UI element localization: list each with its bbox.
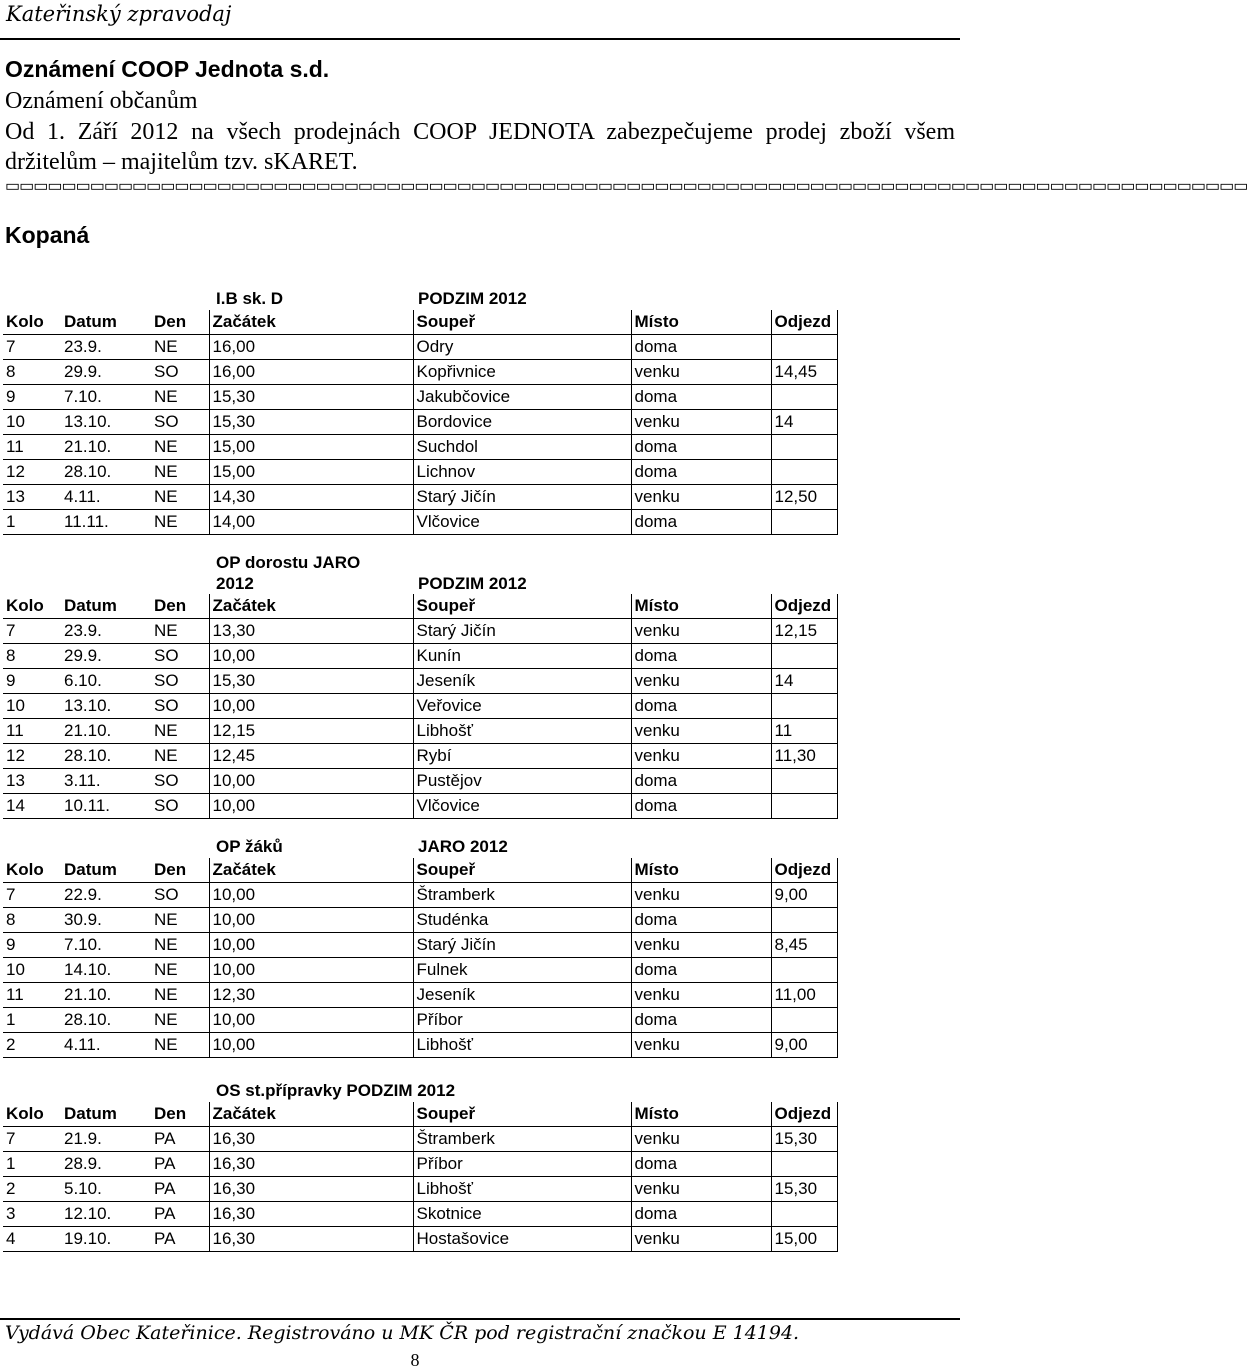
cell-misto: venku	[631, 410, 771, 435]
cell-datum: 7.10.	[61, 385, 151, 410]
table-row	[3, 669, 837, 694]
table-row	[3, 933, 837, 958]
table-row	[3, 385, 837, 410]
cell-misto: doma	[631, 1202, 771, 1227]
cell-odjezd	[771, 1152, 837, 1177]
cell-zacatek: 12,45	[209, 744, 413, 769]
cell-datum: 4.11.	[61, 485, 151, 510]
cell-zacatek: 13,30	[209, 619, 413, 644]
cell-zacatek: 10,00	[209, 694, 413, 719]
cell-souper: Libhošť	[413, 719, 631, 744]
table-row	[3, 335, 837, 360]
cell-zacatek: 10,00	[209, 794, 413, 819]
cell-kolo: 9	[3, 669, 61, 694]
cell-den: NE	[151, 744, 209, 769]
cell-misto: venku	[631, 983, 771, 1008]
cell-odjezd	[771, 769, 837, 794]
cell-odjezd: 14,45	[771, 360, 837, 385]
cell-souper: Jakubčovice	[413, 385, 631, 410]
cell-den: PA	[151, 1227, 209, 1252]
cell-odjezd: 15,00	[771, 1227, 837, 1252]
cell-odjezd: 11,30	[771, 744, 837, 769]
cell-den: NE	[151, 619, 209, 644]
cell-zacatek: 10,00	[209, 958, 413, 983]
cell-misto: venku	[631, 1227, 771, 1252]
cell-kolo: 13	[3, 769, 61, 794]
table-row	[3, 460, 837, 485]
cell-odjezd: 8,45	[771, 933, 837, 958]
table-header-row	[3, 594, 837, 619]
cell-den: SO	[151, 360, 209, 385]
column-header-souper: Soupeř	[413, 858, 631, 883]
cell-odjezd	[771, 435, 837, 460]
cell-zacatek: 16,30	[209, 1177, 413, 1202]
cell-zacatek: 15,30	[209, 669, 413, 694]
cell-den: NE	[151, 719, 209, 744]
cell-datum: 29.9.	[61, 644, 151, 669]
cell-odjezd: 15,30	[771, 1177, 837, 1202]
cell-zacatek: 16,30	[209, 1202, 413, 1227]
cell-kolo: 7	[3, 619, 61, 644]
cell-misto: venku	[631, 619, 771, 644]
page-number: 8	[410, 1350, 420, 1370]
table-row	[3, 510, 837, 535]
cell-kolo: 3	[3, 1202, 61, 1227]
cell-zacatek: 10,00	[209, 908, 413, 933]
table-row	[3, 485, 837, 510]
column-header-souper: Soupeř	[413, 594, 631, 619]
cell-zacatek: 16,00	[209, 335, 413, 360]
cell-den: SO	[151, 669, 209, 694]
cell-misto: venku	[631, 485, 771, 510]
cell-den: PA	[151, 1202, 209, 1227]
cell-kolo: 8	[3, 360, 61, 385]
column-header-datum: Datum	[61, 858, 151, 883]
table-row	[3, 435, 837, 460]
cell-kolo: 13	[3, 485, 61, 510]
cell-kolo: 11	[3, 435, 61, 460]
cell-den: NE	[151, 1008, 209, 1033]
cell-kolo: 1	[3, 1152, 61, 1177]
cell-datum: 7.10.	[61, 933, 151, 958]
column-header-misto: Místo	[631, 594, 771, 619]
table-row	[3, 883, 837, 908]
cell-datum: 19.10.	[61, 1227, 151, 1252]
cell-souper: Příbor	[413, 1152, 631, 1177]
cell-souper: Kopřivnice	[413, 360, 631, 385]
cell-kolo: 11	[3, 719, 61, 744]
table-row	[3, 1202, 837, 1227]
cell-den: NE	[151, 958, 209, 983]
cell-misto: doma	[631, 1152, 771, 1177]
cell-odjezd	[771, 460, 837, 485]
cell-datum: 21.10.	[61, 435, 151, 460]
cell-den: PA	[151, 1152, 209, 1177]
cell-den: NE	[151, 1033, 209, 1058]
cell-souper: Lichnov	[413, 460, 631, 485]
column-header-kolo: Kolo	[3, 594, 61, 619]
cell-misto: venku	[631, 1033, 771, 1058]
cell-datum: 4.11.	[61, 1033, 151, 1058]
cell-souper: Jeseník	[413, 669, 631, 694]
column-header-den: Den	[151, 1102, 209, 1127]
cell-den: PA	[151, 1127, 209, 1152]
cell-datum: 30.9.	[61, 908, 151, 933]
cell-datum: 3.11.	[61, 769, 151, 794]
column-header-zacatek: Začátek	[209, 858, 413, 883]
newsletter-title: Kateřinský zpravodaj	[6, 2, 232, 26]
header-divider	[0, 38, 960, 40]
cell-odjezd: 12,15	[771, 619, 837, 644]
cell-zacatek: 12,15	[209, 719, 413, 744]
cell-kolo: 10	[3, 694, 61, 719]
table-row	[3, 694, 837, 719]
cell-misto: doma	[631, 1008, 771, 1033]
cell-zacatek: 10,00	[209, 769, 413, 794]
cell-zacatek: 16,30	[209, 1127, 413, 1152]
cell-datum: 6.10.	[61, 669, 151, 694]
cell-souper: Starý Jičín	[413, 485, 631, 510]
cell-kolo: 10	[3, 410, 61, 435]
cell-misto: venku	[631, 1177, 771, 1202]
cell-kolo: 2	[3, 1033, 61, 1058]
cell-den: SO	[151, 694, 209, 719]
cell-odjezd: 11	[771, 719, 837, 744]
cell-misto: doma	[631, 794, 771, 819]
cell-den: NE	[151, 485, 209, 510]
cell-souper: Fulnek	[413, 958, 631, 983]
cell-den: NE	[151, 460, 209, 485]
column-header-kolo: Kolo	[3, 310, 61, 335]
cell-souper: Studénka	[413, 908, 631, 933]
table-row	[3, 410, 837, 435]
cell-odjezd	[771, 1008, 837, 1033]
cell-datum: 12.10.	[61, 1202, 151, 1227]
column-header-datum: Datum	[61, 1102, 151, 1127]
table-row	[3, 1008, 837, 1033]
table-row	[3, 360, 837, 385]
cell-den: PA	[151, 1177, 209, 1202]
cell-zacatek: 14,00	[209, 510, 413, 535]
table-3-caption-right: JARO 2012	[418, 837, 508, 856]
cell-kolo: 10	[3, 958, 61, 983]
cell-kolo: 7	[3, 1127, 61, 1152]
cell-datum: 14.10.	[61, 958, 151, 983]
table-row	[3, 983, 837, 1008]
cell-kolo: 11	[3, 983, 61, 1008]
cell-misto: venku	[631, 883, 771, 908]
cell-souper: Štramberk	[413, 883, 631, 908]
column-header-kolo: Kolo	[3, 1102, 61, 1127]
table-row	[3, 1127, 837, 1152]
cell-zacatek: 16,30	[209, 1152, 413, 1177]
cell-datum: 21.10.	[61, 983, 151, 1008]
cell-datum: 28.10.	[61, 1008, 151, 1033]
cell-zacatek: 15,30	[209, 385, 413, 410]
cell-souper: Skotnice	[413, 1202, 631, 1227]
cell-zacatek: 10,00	[209, 1033, 413, 1058]
column-header-souper: Soupeř	[413, 1102, 631, 1127]
cell-odjezd	[771, 794, 837, 819]
table-4-caption-left: OS st.přípravky PODZIM 2012	[216, 1081, 456, 1100]
column-header-datum: Datum	[61, 310, 151, 335]
cell-zacatek: 10,00	[209, 644, 413, 669]
table-row	[3, 1227, 837, 1252]
schedule-table-1	[3, 310, 838, 535]
cell-souper: Bordovice	[413, 410, 631, 435]
section-title: Kopaná	[5, 222, 90, 248]
cell-misto: venku	[631, 719, 771, 744]
cell-kolo: 7	[3, 335, 61, 360]
table-1-caption-left: I.B sk. D	[216, 289, 284, 308]
column-header-zacatek: Začátek	[209, 310, 413, 335]
cell-datum: 29.9.	[61, 360, 151, 385]
column-header-kolo: Kolo	[3, 858, 61, 883]
cell-datum: 11.11.	[61, 510, 151, 535]
cell-misto: doma	[631, 335, 771, 360]
table-row	[3, 1177, 837, 1202]
cell-souper: Odry	[413, 335, 631, 360]
cell-misto: doma	[631, 460, 771, 485]
cell-datum: 22.9.	[61, 883, 151, 908]
cell-den: NE	[151, 510, 209, 535]
cell-odjezd	[771, 644, 837, 669]
cell-datum: 5.10.	[61, 1177, 151, 1202]
cell-datum: 21.9.	[61, 1127, 151, 1152]
cell-misto: doma	[631, 510, 771, 535]
cell-misto: doma	[631, 769, 771, 794]
cell-odjezd	[771, 510, 837, 535]
cell-souper: Libhošť	[413, 1033, 631, 1058]
cell-zacatek: 16,00	[209, 360, 413, 385]
cell-den: SO	[151, 410, 209, 435]
cell-souper: Hostašovice	[413, 1227, 631, 1252]
cell-kolo: 14	[3, 794, 61, 819]
cell-souper: Starý Jičín	[413, 619, 631, 644]
column-header-den: Den	[151, 858, 209, 883]
table-row	[3, 794, 837, 819]
cell-kolo: 12	[3, 744, 61, 769]
cell-zacatek: 12,30	[209, 983, 413, 1008]
cell-zacatek: 14,30	[209, 485, 413, 510]
cell-odjezd	[771, 958, 837, 983]
schedule-table-3	[3, 858, 838, 1058]
cell-datum: 28.10.	[61, 744, 151, 769]
cell-odjezd	[771, 385, 837, 410]
cell-den: NE	[151, 385, 209, 410]
table-2-caption-right: PODZIM 2012	[418, 574, 527, 593]
cell-kolo: 1	[3, 510, 61, 535]
column-header-den: Den	[151, 310, 209, 335]
notice-heading: Oznámení COOP Jednota s.d.	[5, 56, 330, 82]
table-row	[3, 908, 837, 933]
cell-datum: 23.9.	[61, 619, 151, 644]
cell-den: SO	[151, 794, 209, 819]
column-header-zacatek: Začátek	[209, 1102, 413, 1127]
cell-zacatek: 10,00	[209, 1008, 413, 1033]
column-header-den: Den	[151, 594, 209, 619]
cell-zacatek: 15,00	[209, 435, 413, 460]
footer-divider	[0, 1318, 960, 1320]
table-header-row	[3, 1102, 837, 1127]
cell-kolo: 8	[3, 644, 61, 669]
column-header-souper: Soupeř	[413, 310, 631, 335]
cell-kolo: 2	[3, 1177, 61, 1202]
schedule-table-2	[3, 594, 838, 819]
cell-souper: Vlčovice	[413, 510, 631, 535]
cell-misto: doma	[631, 908, 771, 933]
column-header-misto: Místo	[631, 858, 771, 883]
cell-zacatek: 15,30	[209, 410, 413, 435]
cell-souper: Vlčovice	[413, 794, 631, 819]
table-row	[3, 644, 837, 669]
column-header-odjezd: Odjezd	[771, 310, 837, 335]
cell-souper: Příbor	[413, 1008, 631, 1033]
cell-den: NE	[151, 908, 209, 933]
cell-den: SO	[151, 883, 209, 908]
cell-kolo: 8	[3, 908, 61, 933]
cell-misto: doma	[631, 644, 771, 669]
notice-subheading: Oznámení občanům	[5, 88, 198, 114]
cell-odjezd	[771, 694, 837, 719]
column-header-odjezd: Odjezd	[771, 858, 837, 883]
cell-den: SO	[151, 644, 209, 669]
cell-den: SO	[151, 769, 209, 794]
cell-odjezd	[771, 1202, 837, 1227]
cell-odjezd	[771, 335, 837, 360]
cell-datum: 10.11.	[61, 794, 151, 819]
cell-den: NE	[151, 335, 209, 360]
cell-den: NE	[151, 933, 209, 958]
column-header-misto: Místo	[631, 310, 771, 335]
table-1-caption-right: PODZIM 2012	[418, 289, 527, 308]
cell-kolo: 4	[3, 1227, 61, 1252]
table-row	[3, 769, 837, 794]
table-row	[3, 958, 837, 983]
table-3-caption-left: OP žáků	[216, 837, 283, 856]
cell-zacatek: 10,00	[209, 933, 413, 958]
cell-odjezd: 9,00	[771, 883, 837, 908]
cell-souper: Kunín	[413, 644, 631, 669]
cell-misto: venku	[631, 744, 771, 769]
cell-kolo: 7	[3, 883, 61, 908]
table-row	[3, 719, 837, 744]
cell-souper: Štramberk	[413, 1127, 631, 1152]
cell-odjezd: 12,50	[771, 485, 837, 510]
cell-odjezd: 15,30	[771, 1127, 837, 1152]
cell-misto: doma	[631, 385, 771, 410]
cell-souper: Libhošť	[413, 1177, 631, 1202]
cell-misto: venku	[631, 1127, 771, 1152]
cell-odjezd	[771, 908, 837, 933]
cell-misto: doma	[631, 958, 771, 983]
cell-souper: Pustějov	[413, 769, 631, 794]
notice-body: Od 1. Září 2012 na všech prodejnách COOP JEDNOTA zabezpečujeme prodej zboží všem držitelům – majitelům tzv. sKARET.	[5, 119, 955, 175]
cell-datum: 21.10.	[61, 719, 151, 744]
column-header-odjezd: Odjezd	[771, 594, 837, 619]
column-header-zacatek: Začátek	[209, 594, 413, 619]
cell-datum: 13.10.	[61, 694, 151, 719]
cell-zacatek: 16,30	[209, 1227, 413, 1252]
cell-kolo: 1	[3, 1008, 61, 1033]
table-header-row	[3, 858, 837, 883]
column-header-odjezd: Odjezd	[771, 1102, 837, 1127]
cell-kolo: 9	[3, 933, 61, 958]
cell-souper: Rybí	[413, 744, 631, 769]
footer-text: Vydává Obec Kateřinice. Registrováno u MK ČR pod registrační značkou E 14194.	[5, 1322, 800, 1344]
cell-datum: 13.10.	[61, 410, 151, 435]
cell-misto: doma	[631, 435, 771, 460]
cell-misto: venku	[631, 360, 771, 385]
cell-souper: Jeseník	[413, 983, 631, 1008]
cell-odjezd: 9,00	[771, 1033, 837, 1058]
table-row	[3, 1033, 837, 1058]
cell-zacatek: 10,00	[209, 883, 413, 908]
cell-souper: Veřovice	[413, 694, 631, 719]
cell-odjezd: 11,00	[771, 983, 837, 1008]
table-row	[3, 744, 837, 769]
cell-datum: 28.9.	[61, 1152, 151, 1177]
cell-misto: doma	[631, 694, 771, 719]
cell-kolo: 12	[3, 460, 61, 485]
cell-misto: venku	[631, 669, 771, 694]
cell-zacatek: 15,00	[209, 460, 413, 485]
table-row	[3, 619, 837, 644]
cell-souper: Starý Jičín	[413, 933, 631, 958]
table-header-row	[3, 310, 837, 335]
cell-datum: 28.10.	[61, 460, 151, 485]
cell-den: NE	[151, 983, 209, 1008]
cell-datum: 23.9.	[61, 335, 151, 360]
column-header-misto: Místo	[631, 1102, 771, 1127]
cell-den: NE	[151, 435, 209, 460]
separator-line: ▭▭▭▭▭▭▭▭▭▭▭▭▭▭▭▭▭▭▭▭▭▭▭▭▭▭▭▭▭▭▭▭▭▭▭▭▭▭▭▭▭▭▭▭▭▭▭▭▭▭▭▭▭▭▭▭▭▭▭▭▭▭▭▭▭▭▭▭▭▭▭▭▭▭▭▭▭▭▭▭▭▭▭▭▭▭▭▭	[5, 178, 1247, 195]
schedule-table-4	[3, 1102, 838, 1252]
cell-kolo: 9	[3, 385, 61, 410]
cell-misto: venku	[631, 933, 771, 958]
cell-odjezd: 14	[771, 410, 837, 435]
cell-souper: Suchdol	[413, 435, 631, 460]
table-row	[3, 1152, 837, 1177]
column-header-datum: Datum	[61, 594, 151, 619]
cell-odjezd: 14	[771, 669, 837, 694]
table-2-caption-left: OP dorostu JARO 2012	[216, 553, 361, 593]
